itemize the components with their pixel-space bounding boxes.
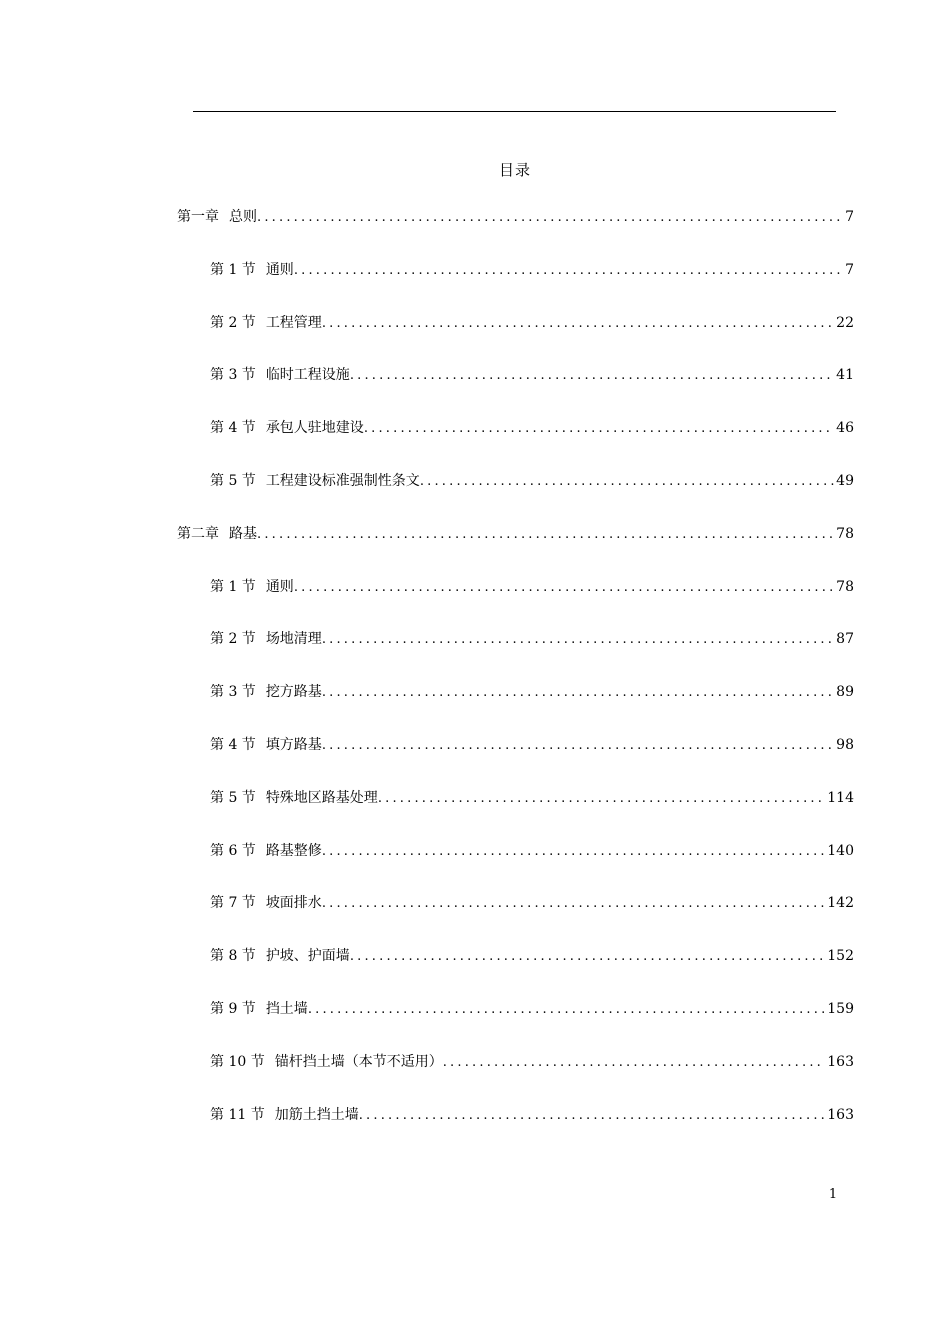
toc-dot-leader xyxy=(350,368,834,383)
toc-chapter-entry[interactable] xyxy=(177,206,854,228)
toc-section-entry[interactable] xyxy=(210,892,854,914)
toc-entry-title: 场地清理 xyxy=(265,631,322,648)
toc-section-entry[interactable] xyxy=(210,364,854,386)
header-rule xyxy=(193,111,836,112)
toc-section-entry[interactable] xyxy=(210,998,854,1020)
toc-section-entry[interactable] xyxy=(210,576,854,598)
toc-entry-title: 总则 xyxy=(229,209,257,225)
toc-entry-label xyxy=(210,734,322,754)
toc-entry-number: 第 2 节 xyxy=(210,631,256,648)
toc-entry-page: 159 xyxy=(827,1001,854,1017)
toc-entry-number: 第一章 xyxy=(177,209,219,225)
toc-entry-label xyxy=(210,892,322,912)
toc-entry-number: 第 11 节 xyxy=(210,1106,265,1123)
toc-entry-title: 特殊地区路基处理 xyxy=(265,789,378,806)
toc-dot-leader xyxy=(322,738,834,753)
toc-dot-leader xyxy=(364,421,834,436)
toc-entry-title: 通则 xyxy=(265,578,294,595)
toc-entry-number: 第 6 节 xyxy=(210,842,256,859)
toc-entry-title: 锚杆挡土墙（本节不适用） xyxy=(274,1053,443,1070)
toc-entry-page: 140 xyxy=(827,842,854,859)
toc-entry-label xyxy=(210,576,294,596)
toc-entry-page: 89 xyxy=(836,684,854,701)
toc-entry-title: 通则 xyxy=(265,261,294,278)
toc-entry-number: 第 8 节 xyxy=(210,948,256,965)
toc-entry-number: 第 1 节 xyxy=(210,261,256,278)
toc-entry-label xyxy=(210,787,378,807)
toc-entry-title: 坡面排水 xyxy=(265,895,322,912)
toc-entry-label xyxy=(210,998,308,1018)
toc-section-entry[interactable] xyxy=(210,1051,854,1073)
toc-entry-title: 挖方路基 xyxy=(265,684,322,701)
toc-section-entry[interactable] xyxy=(210,945,854,967)
toc-entry-page: 114 xyxy=(827,789,854,806)
toc-entry-label xyxy=(210,259,294,279)
toc-entry-title: 工程建设标准强制性条文 xyxy=(265,473,420,489)
toc-entry-page: 22 xyxy=(836,314,854,331)
toc-dot-leader xyxy=(322,632,834,647)
toc-dot-leader xyxy=(257,527,834,542)
toc-entry-title: 路基整修 xyxy=(265,842,322,859)
toc-entry-number: 第 2 节 xyxy=(210,314,256,331)
toc-dot-leader xyxy=(443,1055,826,1070)
toc-section-entry[interactable] xyxy=(210,628,854,650)
toc-entry-label xyxy=(177,523,257,543)
toc-entry-title: 挡土墙 xyxy=(265,1001,308,1017)
toc-entry-number: 第 3 节 xyxy=(210,684,256,701)
page-number: 1 xyxy=(828,1187,838,1202)
toc-entry-page: 98 xyxy=(836,737,854,753)
toc-entry-label xyxy=(210,364,350,384)
toc-entry-page: 163 xyxy=(827,1106,854,1123)
toc-entry-label xyxy=(210,681,322,701)
toc-section-entry[interactable] xyxy=(210,681,854,703)
toc-entry-number: 第二章 xyxy=(177,525,219,542)
toc-entry-number: 第 4 节 xyxy=(210,420,256,437)
toc-entry-page: 49 xyxy=(836,473,854,489)
toc-entry-page: 41 xyxy=(836,367,854,384)
toc-entry-page: 78 xyxy=(836,525,854,542)
toc-entry-number: 第 1 节 xyxy=(210,578,256,595)
toc-dot-leader xyxy=(420,474,834,489)
toc-entry-label xyxy=(210,470,420,490)
toc-entry-page: 142 xyxy=(827,895,854,912)
toc-dot-leader xyxy=(359,1108,826,1123)
toc-dot-leader xyxy=(322,685,834,700)
toc-dot-leader xyxy=(378,791,825,806)
toc-entry-label xyxy=(210,840,322,860)
toc-dot-leader xyxy=(257,210,843,225)
toc-entry-page: 46 xyxy=(836,420,854,437)
toc-dot-leader xyxy=(294,580,834,595)
toc-section-entry[interactable] xyxy=(210,470,854,492)
toc-entry-label xyxy=(210,1051,443,1071)
toc-entry-title: 承包人驻地建设 xyxy=(265,420,364,437)
toc-entry-title: 加筋土挡土墙 xyxy=(274,1106,359,1123)
toc-dot-leader xyxy=(322,844,825,859)
toc-entry-label xyxy=(210,1104,359,1124)
toc-section-entry[interactable] xyxy=(210,312,854,334)
toc-dot-leader xyxy=(350,949,825,964)
toc-entry-page: 78 xyxy=(836,578,854,595)
toc-dot-leader xyxy=(308,1002,825,1017)
toc-section-entry[interactable] xyxy=(210,1104,854,1126)
toc-entry-label xyxy=(210,945,350,965)
toc-entry-number: 第 4 节 xyxy=(210,737,256,753)
toc-entry-label xyxy=(210,628,322,648)
toc-entry-number: 第 5 节 xyxy=(210,473,256,489)
toc-entry-title: 工程管理 xyxy=(265,314,322,331)
toc-entry-title: 护坡、护面墙 xyxy=(265,948,350,965)
toc-chapter-entry[interactable] xyxy=(177,523,854,545)
toc-entry-page: 7 xyxy=(845,209,854,225)
toc-entry-number: 第 3 节 xyxy=(210,367,256,384)
toc-entry-page: 163 xyxy=(827,1053,854,1070)
toc-entry-label xyxy=(210,312,322,332)
toc-entry-label xyxy=(177,206,257,226)
toc-entry-title: 路基 xyxy=(229,525,257,542)
toc-section-entry[interactable] xyxy=(210,259,854,281)
toc-entry-number: 第 10 节 xyxy=(210,1053,265,1070)
toc-entry-number: 第 7 节 xyxy=(210,895,256,912)
toc-section-entry[interactable] xyxy=(210,787,854,809)
toc-entry-page: 7 xyxy=(845,261,854,278)
toc-dot-leader xyxy=(322,316,834,331)
toc-dot-leader xyxy=(322,896,825,911)
toc-entry-number: 第 9 节 xyxy=(210,1001,256,1017)
toc-title: 目录 xyxy=(498,161,531,179)
toc-section-entry[interactable] xyxy=(210,840,854,862)
toc-entry-title: 临时工程设施 xyxy=(265,367,350,384)
toc-section-entry[interactable] xyxy=(210,417,854,439)
toc-entry-title: 填方路基 xyxy=(265,737,322,753)
toc-section-entry[interactable] xyxy=(210,734,854,756)
toc-entry-number: 第 5 节 xyxy=(210,789,256,806)
toc-entry-page: 152 xyxy=(827,948,854,965)
toc-dot-leader xyxy=(294,263,843,278)
toc-entry-label xyxy=(210,417,364,437)
toc-entry-page: 87 xyxy=(836,631,854,648)
